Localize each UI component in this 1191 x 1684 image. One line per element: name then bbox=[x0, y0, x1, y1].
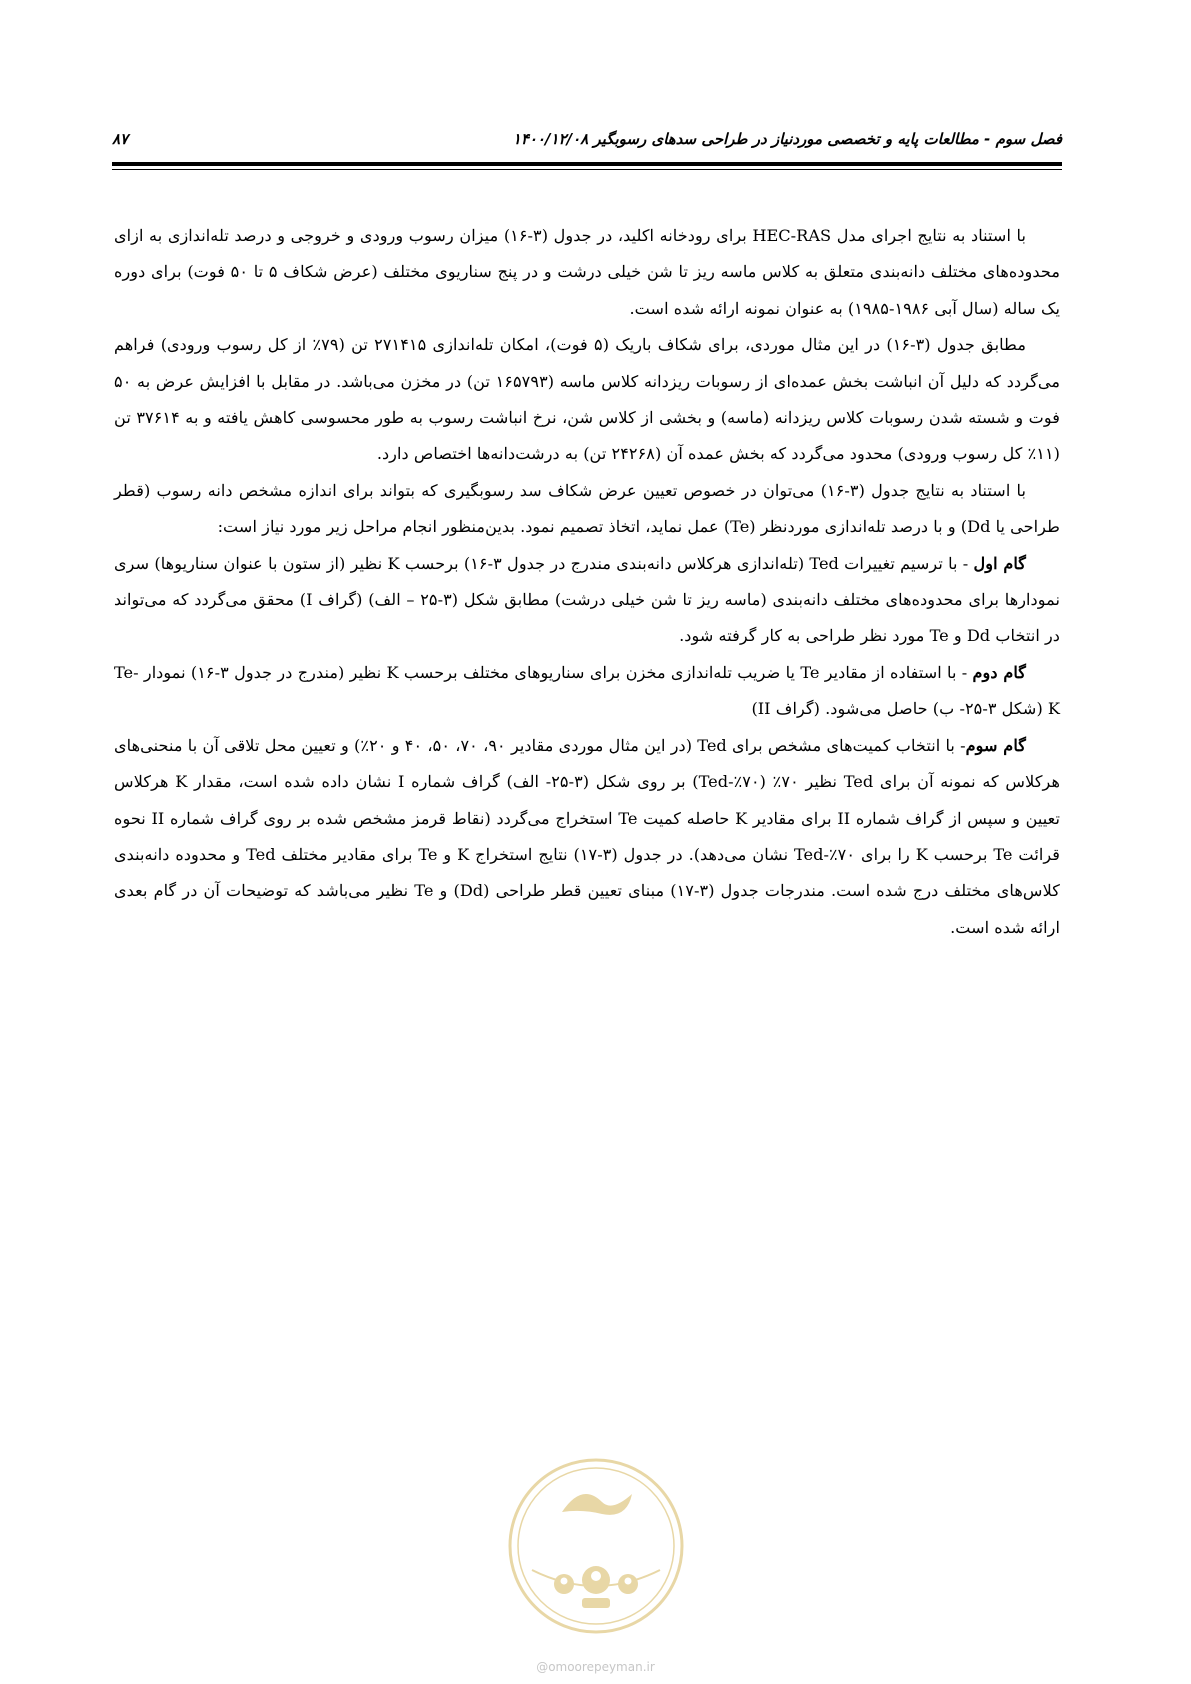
step-1-text: - با ترسیم تغییرات Ted (تله‌اندازی هرکلاس دانه‌بندی مندرج در جدول ۳-۱۶) برحسب K نظیر (از ستون با عنوان سناریوها) سری نمودارها برای محدوده‌های مختلف دانه‌بندی (ماسه ریز تا شن خیلی درشت) مطابق شکل (۳-۲۵ – الف) (گراف I) محقق می‌گردد که می‌تواند در انتخاب Dd و Te مورد نظر طراحی به کار گرفته شود. bbox=[114, 553, 1060, 646]
paragraph-step-1 bbox=[114, 546, 1060, 655]
step-1-label: گام اول bbox=[973, 553, 1027, 573]
watermark-url: @omoorepeyman.ir bbox=[536, 1660, 655, 1674]
step-3-text: - با انتخاب کمیت‌های مشخص برای Ted (در این مثال موردی مقادیر ۹۰، ۷۰، ۵۰، ۴۰ و ۲۰٪) و تعیین محل تلاقی آن با منحنی‌های هرکلاس که نمونه آن برای Ted نظیر ۷۰٪ (Ted-٪۷۰) بر روی شکل (۳-۲۵- الف) گراف شماره I نشان داده شده است، مقدار K هرکلاس تعیین و سپس از گراف شماره II برای مقادیر K حاصله کمیت Te استخراج می‌گردد (نقاط قرمز مشخص شده بر روی گراف شماره II نحوه قرائت Te برحسب K را برای Ted-٪۷۰ نشان می‌دهد). در جدول (۳-۱۷) نتایج استخراج K و Te برای مقادیر مختلف Ted و محدوده دانه‌بندی کلاس‌های مختلف درج شده است. مندرجات جدول (۳-۱۷) مبنای تعیین قطر طراحی (Dd) و Te نظیر می‌باشد که توضیحات آن در گام بعدی ارائه شده است. bbox=[114, 735, 1060, 937]
page-header bbox=[112, 130, 1062, 156]
page-number: ۸۷ bbox=[112, 130, 129, 148]
paragraph-step-3 bbox=[114, 728, 1060, 946]
step-2-label: گام دوم bbox=[972, 662, 1026, 682]
header-rule-thin bbox=[112, 169, 1062, 170]
watermark-logo-icon bbox=[502, 1452, 690, 1640]
paragraph-step-2 bbox=[114, 655, 1060, 728]
step-2-text: - با استفاده از مقادیر Te یا ضریب تله‌اندازی مخزن برای سناریوهای مختلف برحسب K نظیر (مندرج در جدول ۳-۱۶) نمودار Te-K (شکل ۳-۲۵- ب) حاصل می‌شود. (گراف II) bbox=[114, 662, 1060, 719]
paragraph-hec-ras-results: با استناد به نتایج اجرای مدل HEC-RAS برای رودخانه اکلید، در جدول (۳-۱۶) میزان رسوب ورودی و خروجی و درصد تله‌اندازی به ازای محدوده‌های مختلف دانه‌بندی متعلق به کلاس ماسه ریز تا شن خیلی درشت و در پنج سناریوی مختلف (عرض شکاف ۵ تا ۵۰ فوت) برای دوره یک ساله (سال آبی ۱۹۸۶-۱۹۸۵) به عنوان نمونه ارائه شده است. bbox=[114, 226, 1060, 318]
paragraph-table-discussion: مطابق جدول (۳-۱۶) در این مثال موردی، برای شکاف باریک (۵ فوت)، امکان تله‌اندازی ۲۷۱۴۱۵ تن (۷۹٪ از کل رسوب ورودی) فراهم می‌گردد که دلیل آن انباشت بخش عمده‌ای از رسوبات ریزدانه کلاس ماسه (۱۶۵۷۹۳ تن) در مخزن می‌باشد. در مقابل با افزایش عرض به ۵۰ فوت و شسته شدن رسوبات کلاس ریزدانه (ماسه) و بخشی از کلاس شن، نرخ انباشت رسوب به طور محسوسی کاهش یافته و به ۳۷۶۱۴ تن (۱۱٪ کل رسوب ورودی) محدود می‌گردد که بخش عمده آن (۲۴۲۶۸ تن) به درشت‌دانه‌ها اختصاص دارد. bbox=[114, 335, 1060, 464]
chapter-title: فصل سوم - مطالعات پایه و تخصصی موردنیاز در طراحی سدهای رسوبگیر ۱۴۰۰/۱۲/۰۸ bbox=[512, 130, 1062, 148]
step-3-label: گام سوم bbox=[965, 735, 1026, 755]
header-rule-thick bbox=[112, 162, 1062, 166]
body-text bbox=[114, 218, 1060, 946]
seal-icon bbox=[502, 1452, 690, 1640]
paragraph-design-decision: با استناد به نتایج جدول (۳-۱۶) می‌توان در خصوص تعیین عرض شکاف سد رسوبگیری که بتواند برای اندازه مشخص دانه رسوب (قطر طراحی یا Dd) و با درصد تله‌اندازی موردنظر (Te) عمل نماید، اتخاذ تصمیم نمود. بدین‌منظور انجام مراحل زیر مورد نیاز است: bbox=[114, 480, 1060, 537]
